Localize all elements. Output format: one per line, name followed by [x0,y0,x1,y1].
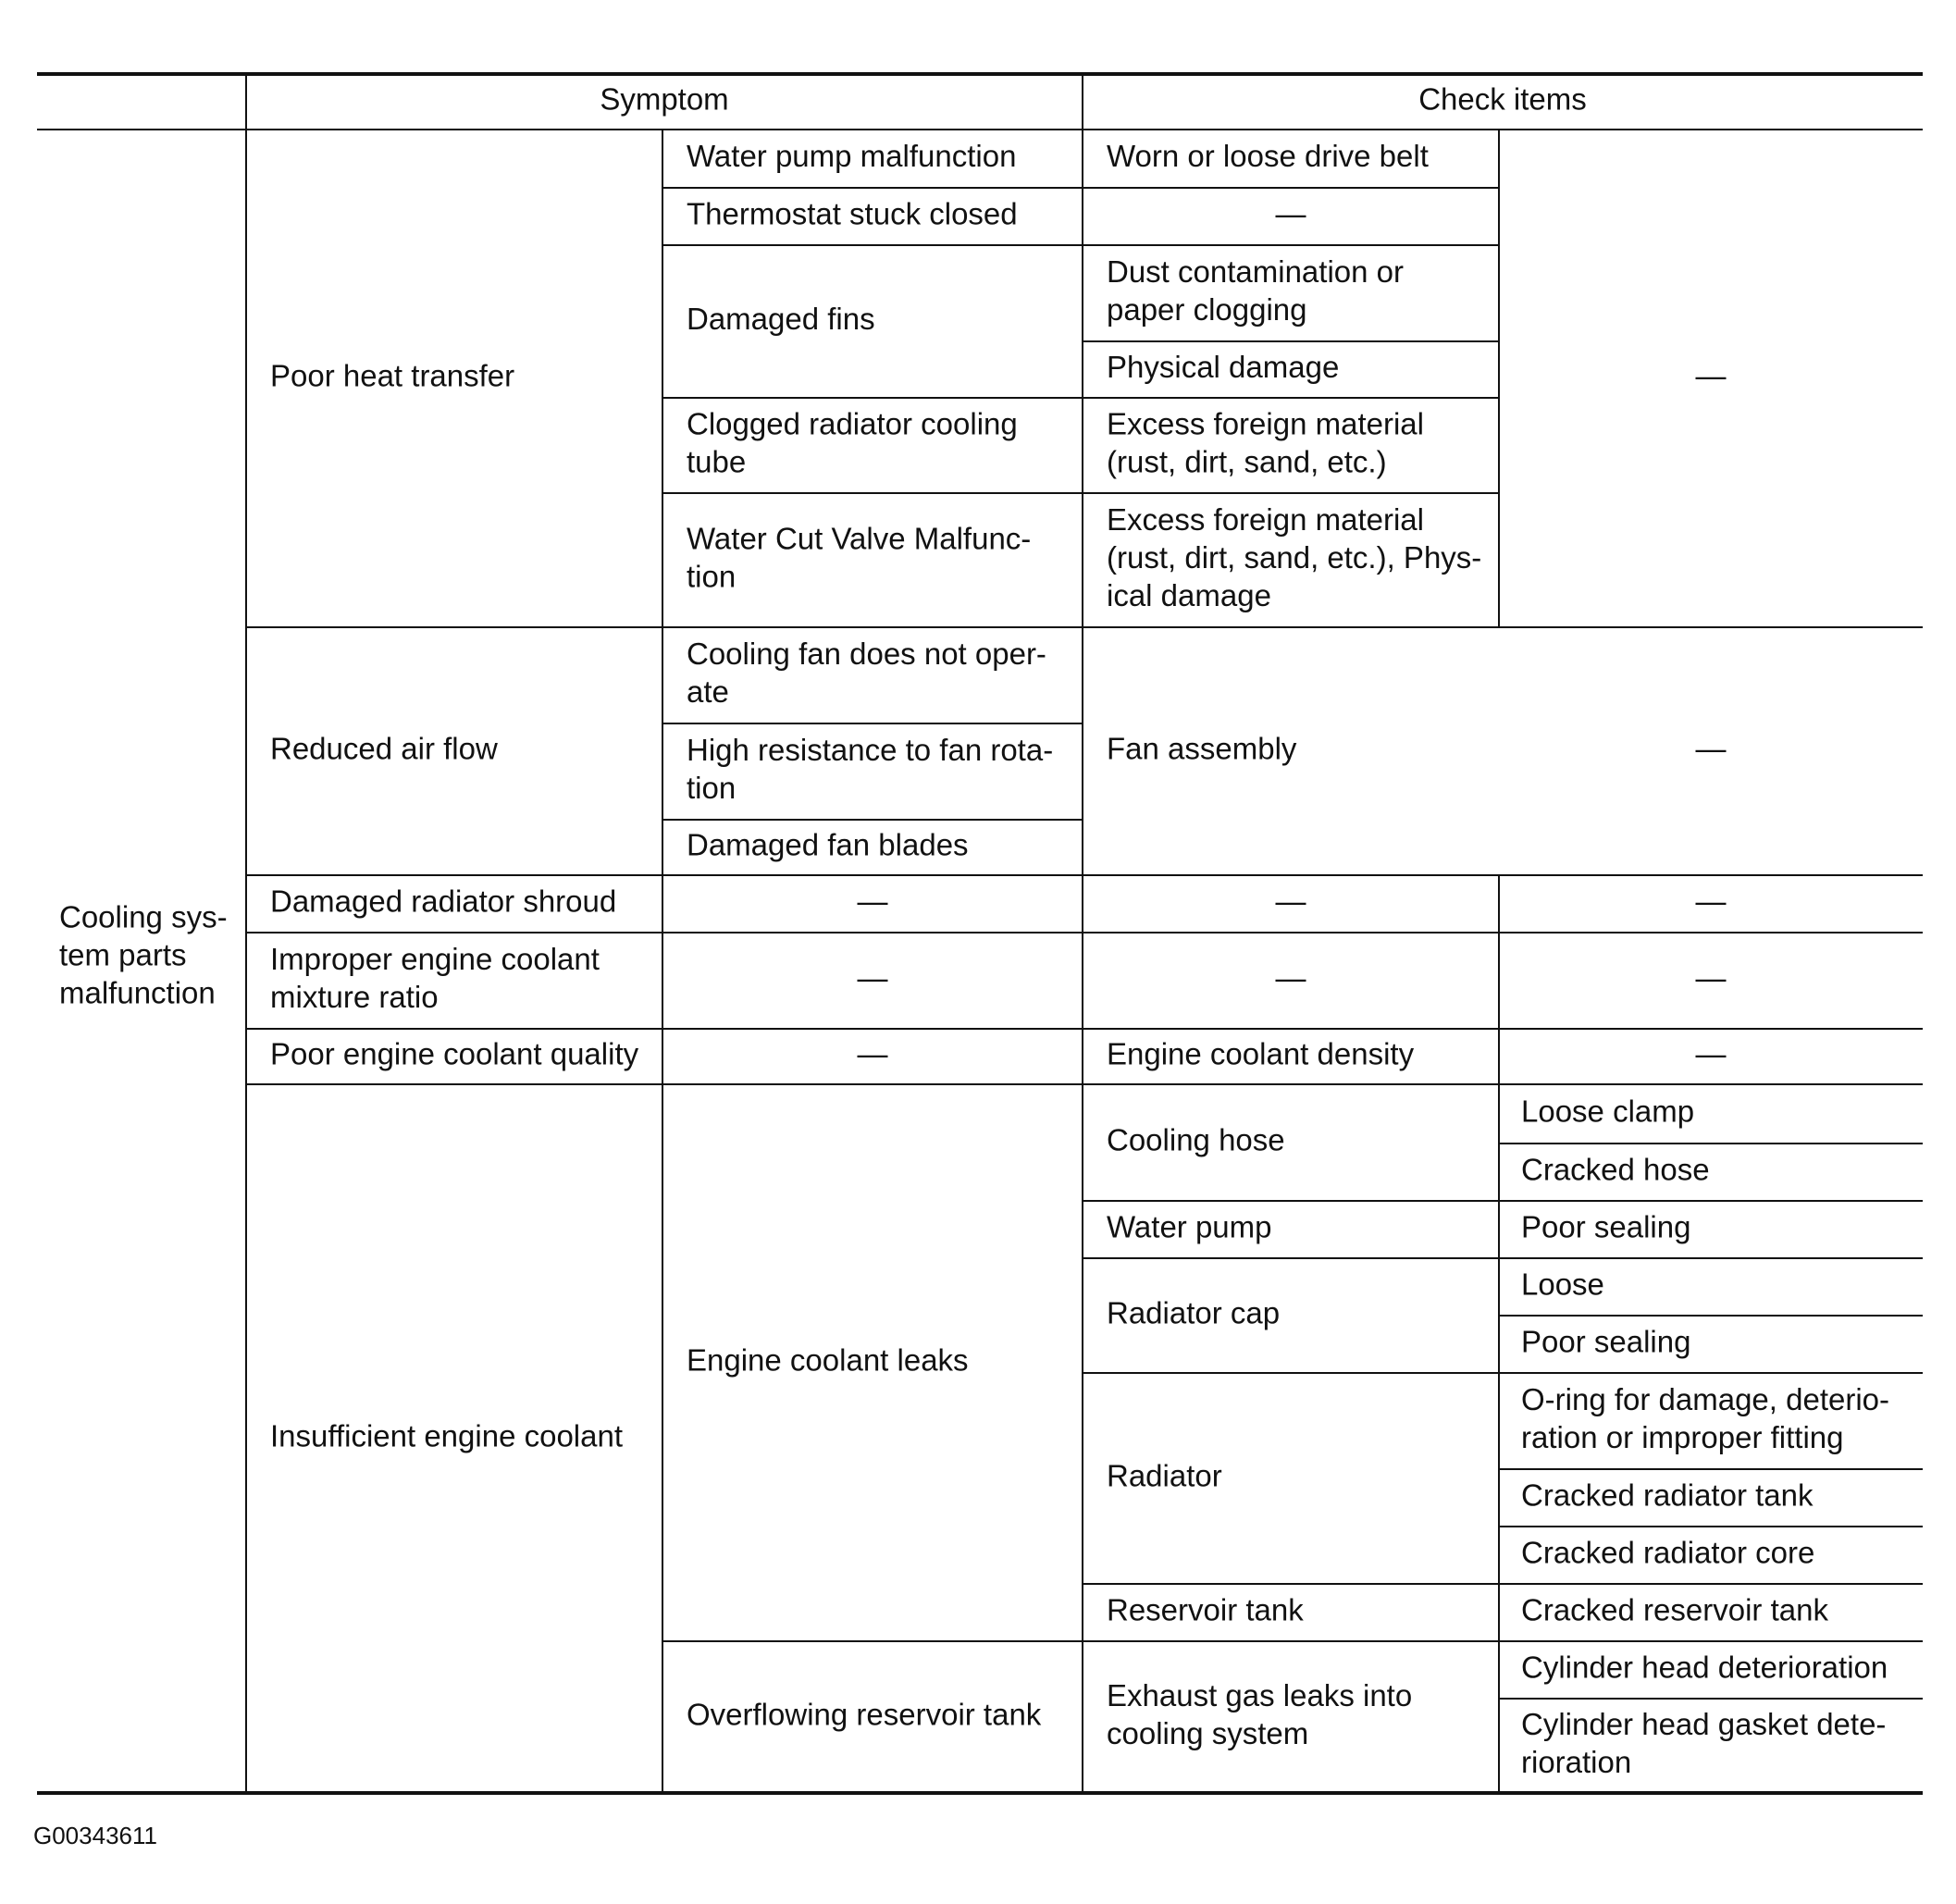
check-dust: Dust contamination or [1107,254,1404,290]
cause-fan-not-operate: Cooling fan does not oper- [687,637,1046,672]
check-gasket: rioration [1521,1745,1632,1780]
dash-cell: — [857,960,888,995]
check-excess-foreign-physical: ical damage [1107,578,1271,613]
symptom-poor-quality: Poor engine coolant quality [270,1036,639,1071]
check-cracked-tank: Cracked radiator tank [1521,1477,1814,1513]
check-poor-sealing-cap: Poor sealing [1521,1324,1691,1359]
check-loose-cap: Loose [1521,1267,1604,1302]
symptom-damaged-shroud: Damaged radiator shroud [270,884,617,919]
check-oring: O-ring for damage, deterio- [1521,1382,1890,1417]
check-excess-foreign-physical: (rust, dirt, sand, etc.), Phys- [1107,540,1482,575]
check-physical-damage: Physical damage [1107,350,1340,385]
cause-water-cut-valve: Water Cut Valve Malfunc- [687,521,1032,556]
dash-cell: — [1695,358,1727,393]
cause-damaged-fins: Damaged fins [687,302,875,337]
cause-damaged-blades: Damaged fan blades [687,827,969,862]
symptom-insufficient-coolant: Insufficient engine coolant [270,1418,623,1453]
check-excess-foreign-physical: Excess foreign material [1107,502,1424,538]
dash-cell: — [1695,884,1727,919]
cause-high-resistance: High resistance to fan rota- [687,733,1054,768]
symptom-improper-mixture: mixture ratio [270,980,439,1015]
category-label: tem parts [59,937,187,972]
dash-cell: — [857,884,888,919]
symptom-poor-heat-transfer: Poor heat transfer [270,358,515,393]
symptom-improper-mixture: Improper engine coolant [270,942,600,977]
cause-thermostat: Thermostat stuck closed [687,196,1018,231]
dash-cell: — [1275,960,1306,995]
part-radiator-cap: Radiator cap [1107,1295,1281,1330]
dash-cell: — [1695,731,1727,766]
figure-code: G00343611 [33,1821,157,1849]
cause-fan-not-operate: ate [687,674,729,710]
check-oring: ration or improper fitting [1521,1420,1844,1455]
dash-cell: — [1695,1036,1727,1071]
part-reservoir-tank: Reservoir tank [1107,1592,1304,1627]
header-symptom: Symptom [600,81,729,117]
check-cracked-hose: Cracked hose [1521,1152,1710,1187]
check-head-deterioration: Cylinder head deterioration [1521,1650,1888,1685]
part-exhaust-leaks: Exhaust gas leaks into [1107,1678,1413,1713]
check-fan-assembly: Fan assembly [1107,731,1297,766]
dash-cell: — [1695,960,1727,995]
category-label: malfunction [59,975,216,1010]
check-dust: paper clogging [1107,292,1307,328]
category-label: Cooling sys- [59,899,228,934]
check-cracked-reservoir: Cracked reservoir tank [1521,1592,1828,1627]
check-gasket: Cylinder head gasket dete- [1521,1707,1887,1742]
check-poor-sealing-pump: Poor sealing [1521,1209,1691,1244]
cause-water-cut-valve: tion [687,559,737,594]
part-cooling-hose: Cooling hose [1107,1122,1285,1157]
check-cracked-core: Cracked radiator core [1521,1535,1815,1570]
check-worn-belt: Worn or loose drive belt [1107,139,1429,174]
cause-coolant-leaks: Engine coolant leaks [687,1342,969,1378]
cause-overflowing-reservoir: Overflowing reservoir tank [687,1697,1042,1732]
dash-cell: — [1275,196,1306,231]
part-water-pump: Water pump [1107,1209,1272,1244]
cause-clogged-tube: tube [687,444,747,479]
part-exhaust-leaks: cooling system [1107,1716,1309,1751]
dash-cell: — [857,1036,888,1071]
cause-clogged-tube: Clogged radiator cooling [687,406,1018,441]
check-loose-clamp: Loose clamp [1521,1094,1695,1129]
symptom-reduced-air-flow: Reduced air flow [270,731,498,766]
part-radiator: Radiator [1107,1458,1222,1493]
check-excess-foreign: Excess foreign material [1107,406,1424,441]
check-coolant-density: Engine coolant density [1107,1036,1415,1071]
cause-high-resistance: tion [687,771,737,806]
header-check-items: Check items [1418,81,1587,117]
cause-water-pump-malfunction: Water pump malfunction [687,139,1017,174]
dash-cell: — [1275,884,1306,919]
check-excess-foreign: (rust, dirt, sand, etc.) [1107,444,1387,479]
